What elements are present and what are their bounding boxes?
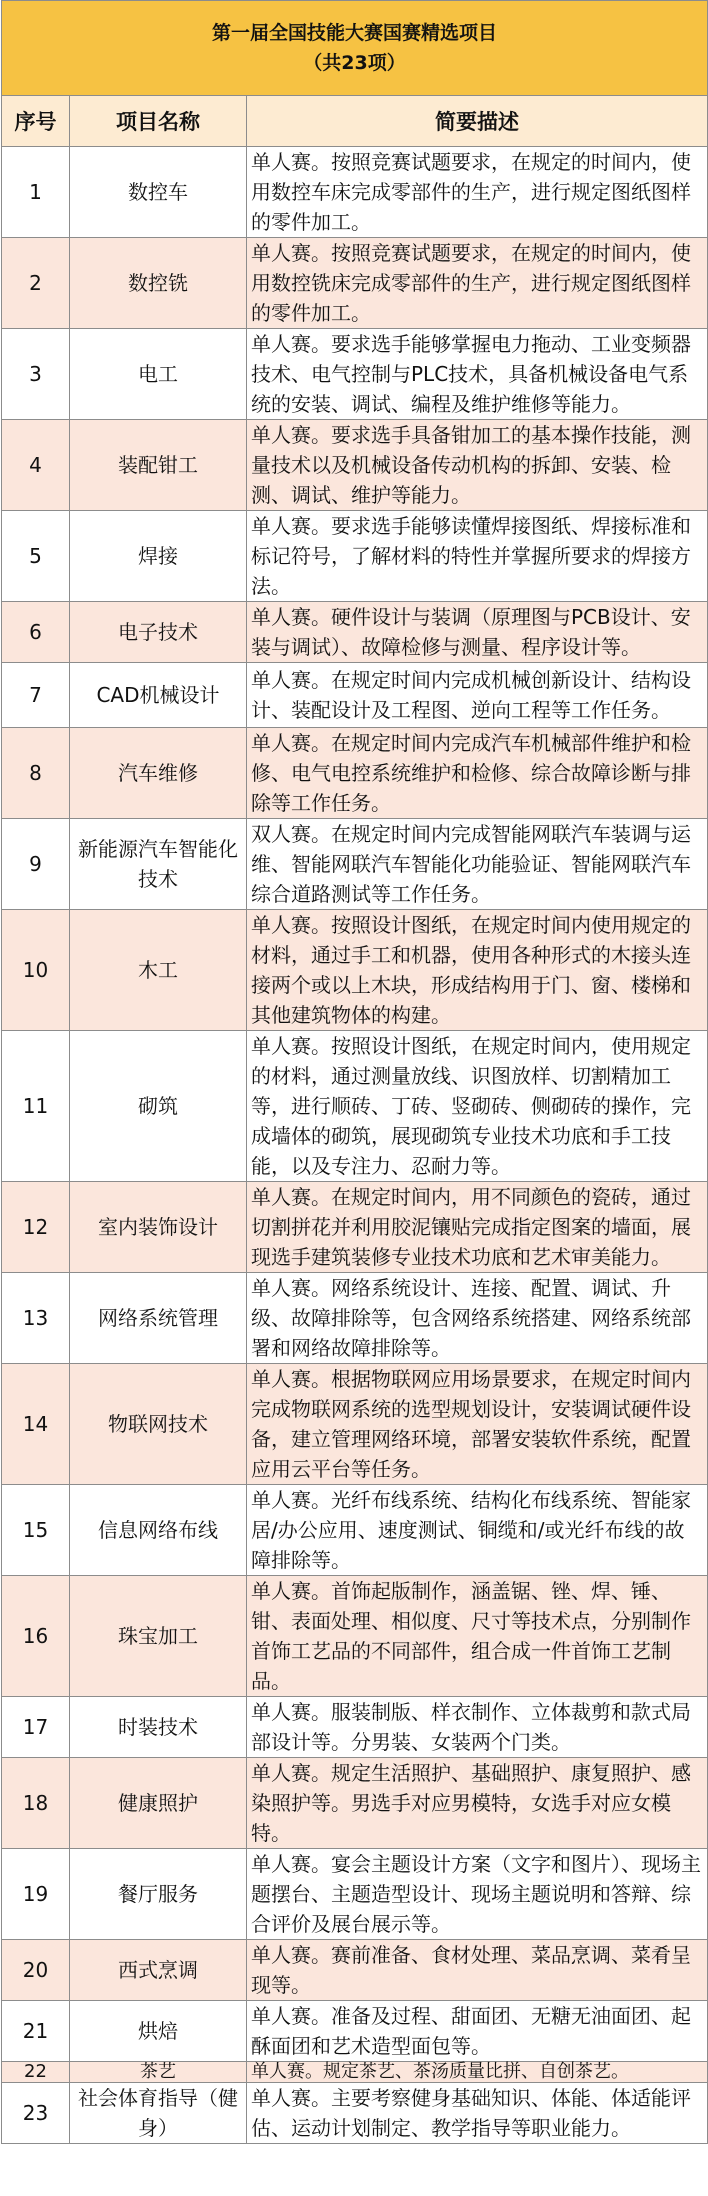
cell-no: 13 (2, 1273, 70, 1364)
project-table (1, 0, 708, 2144)
cell-name: 珠宝加工 (70, 1576, 247, 1697)
cell-name: CAD机械设计 (70, 663, 247, 728)
cell-name: 茶艺 (70, 2062, 247, 2083)
cell-name: 木工 (70, 910, 247, 1031)
cell-name: 物联网技术 (70, 1364, 247, 1485)
table-row (2, 329, 708, 420)
table-row (2, 1182, 708, 1273)
table-row (2, 1758, 708, 1849)
table-row (2, 1849, 708, 1940)
cell-name: 焊接 (70, 511, 247, 602)
cell-no: 1 (2, 147, 70, 238)
cell-no: 17 (2, 1697, 70, 1758)
table-row (2, 420, 708, 511)
cell-name: 电工 (70, 329, 247, 420)
cell-desc: 单人赛。网络系统设计、连接、配置、调试、升级、故障排除等，包含网络系统搭建、网络系统部署和网络故障排除等。 (247, 1273, 708, 1364)
cell-desc: 单人赛。要求选手能够掌握电力拖动、工业变频器技术、电气控制与PLC技术，具备机械设备电气系统的安装、调试、编程及维护维修等能力。 (247, 329, 708, 420)
cell-no: 21 (2, 2001, 70, 2062)
table-row (2, 1485, 708, 1576)
cell-desc: 单人赛。按照竞赛试题要求，在规定的时间内，使用数控铣床完成零部件的生产，进行规定图纸图样的零件加工。 (247, 238, 708, 329)
cell-name: 信息网络布线 (70, 1485, 247, 1576)
table-row (2, 602, 708, 663)
cell-no: 3 (2, 329, 70, 420)
header-desc: 简要描述 (247, 96, 708, 147)
table-row (2, 1273, 708, 1364)
cell-desc: 单人赛。规定生活照护、基础照护、康复照护、感染照护等。男选手对应男模特，女选手对应女模特。 (247, 1758, 708, 1849)
table-row (2, 910, 708, 1031)
table-row (2, 2083, 708, 2144)
cell-desc: 单人赛。按照竞赛试题要求，在规定的时间内，使用数控车床完成零部件的生产，进行规定图纸图样的零件加工。 (247, 147, 708, 238)
cell-no: 22 (2, 2062, 70, 2083)
table-row (2, 2001, 708, 2062)
table-row (2, 663, 708, 728)
cell-no: 11 (2, 1031, 70, 1182)
cell-desc: 单人赛。在规定时间内完成机械创新设计、结构设计、装配设计及工程图、逆向工程等工作任务。 (247, 663, 708, 728)
table-row (2, 511, 708, 602)
cell-name: 电子技术 (70, 602, 247, 663)
cell-desc: 双人赛。在规定时间内完成智能网联汽车装调与运维、智能网联汽车智能化功能验证、智能网联汽车综合道路测试等工作任务。 (247, 819, 708, 910)
header-row (2, 96, 708, 147)
cell-desc: 单人赛。赛前准备、食材处理、菜品烹调、菜肴呈现等。 (247, 1940, 708, 2001)
cell-no: 16 (2, 1576, 70, 1697)
cell-name: 网络系统管理 (70, 1273, 247, 1364)
cell-no: 12 (2, 1182, 70, 1273)
cell-desc: 单人赛。按照设计图纸，在规定时间内使用规定的材料，通过手工和机器，使用各种形式的木接头连接两个或以上木块，形成结构用于门、窗、楼梯和其他建筑物体的构建。 (247, 910, 708, 1031)
cell-desc: 单人赛。在规定时间内，用不同颜色的瓷砖，通过切割拼花并利用胶泥镶贴完成指定图案的墙面，展现选手建筑装修专业技术功底和艺术审美能力。 (247, 1182, 708, 1273)
cell-desc: 单人赛。要求选手具备钳加工的基本操作技能，测量技术以及机械设备传动机构的拆卸、安装、检测、调试、维护等能力。 (247, 420, 708, 511)
cell-no: 7 (2, 663, 70, 728)
cell-desc: 单人赛。宴会主题设计方案（文字和图片）、现场主题摆台、主题造型设计、现场主题说明和答辩、综合评价及展台展示等。 (247, 1849, 708, 1940)
cell-desc: 单人赛。首饰起版制作，涵盖锯、锉、焊、锤、钳、表面处理、相似度、尺寸等技术点，分别制作首饰工艺品的不同部件，组合成一件首饰工艺制品。 (247, 1576, 708, 1697)
cell-name: 数控铣 (70, 238, 247, 329)
table-row (2, 1697, 708, 1758)
cell-no: 10 (2, 910, 70, 1031)
cell-desc: 单人赛。准备及过程、甜面团、无糖无油面团、起酥面团和艺术造型面包等。 (247, 2001, 708, 2062)
cell-desc: 单人赛。规定茶艺、茶汤质量比拼、自创茶艺。 (247, 2062, 708, 2083)
cell-name: 数控车 (70, 147, 247, 238)
cell-name: 西式烹调 (70, 1940, 247, 2001)
cell-name: 时装技术 (70, 1697, 247, 1758)
title-line-2: （共23项） (303, 52, 406, 74)
table-row (2, 1940, 708, 2001)
cell-desc: 单人赛。按照设计图纸，在规定时间内，使用规定的材料，通过测量放线、识图放样、切割精加工等，进行顺砖、丁砖、竖砌砖、侧砌砖的操作，完成墙体的砌筑，展现砌筑专业技术功底和手工技能，以及专注力、忍耐力等。 (247, 1031, 708, 1182)
cell-name: 健康照护 (70, 1758, 247, 1849)
cell-no: 2 (2, 238, 70, 329)
cell-desc: 单人赛。根据物联网应用场景要求，在规定时间内完成物联网系统的选型规划设计，安装调试硬件设备，建立管理网络环境，部署安装软件系统，配置应用云平台等任务。 (247, 1364, 708, 1485)
table-title (2, 1, 708, 96)
cell-desc: 单人赛。要求选手能够读懂焊接图纸、焊接标准和标记符号，了解材料的特性并掌握所要求的焊接方法。 (247, 511, 708, 602)
cell-name: 社会体育指导（健身） (70, 2083, 247, 2144)
cell-no: 8 (2, 728, 70, 819)
cell-name: 室内装饰设计 (70, 1182, 247, 1273)
cell-no: 20 (2, 1940, 70, 2001)
table-row (2, 238, 708, 329)
cell-no: 19 (2, 1849, 70, 1940)
cell-name: 汽车维修 (70, 728, 247, 819)
table-row (2, 819, 708, 910)
table-row (2, 2062, 708, 2083)
cell-name: 烘焙 (70, 2001, 247, 2062)
title-line-1: 第一届全国技能大赛国赛精选项目 (212, 22, 498, 44)
cell-name: 装配钳工 (70, 420, 247, 511)
cell-name: 砌筑 (70, 1031, 247, 1182)
cell-name: 餐厅服务 (70, 1849, 247, 1940)
cell-no: 6 (2, 602, 70, 663)
table-row (2, 1364, 708, 1485)
cell-desc: 单人赛。在规定时间内完成汽车机械部件维护和检修、电气电控系统维护和检修、综合故障诊断与排除等工作任务。 (247, 728, 708, 819)
cell-no: 14 (2, 1364, 70, 1485)
header-name: 项目名称 (70, 96, 247, 147)
cell-desc: 单人赛。硬件设计与装调（原理图与PCB设计、安装与调试）、故障检修与测量、程序设计等。 (247, 602, 708, 663)
header-no: 序号 (2, 96, 70, 147)
cell-no: 18 (2, 1758, 70, 1849)
cell-no: 23 (2, 2083, 70, 2144)
cell-no: 9 (2, 819, 70, 910)
cell-name: 新能源汽车智能化技术 (70, 819, 247, 910)
cell-desc: 单人赛。服装制版、样衣制作、立体裁剪和款式局部设计等。分男装、女装两个门类。 (247, 1697, 708, 1758)
cell-no: 5 (2, 511, 70, 602)
table-row (2, 1576, 708, 1697)
table-row (2, 728, 708, 819)
table-row (2, 1031, 708, 1182)
table-row (2, 147, 708, 238)
cell-no: 4 (2, 420, 70, 511)
cell-desc: 单人赛。主要考察健身基础知识、体能、体适能评估、运动计划制定、教学指导等职业能力。 (247, 2083, 708, 2144)
cell-desc: 单人赛。光纤布线系统、结构化布线系统、智能家居/办公应用、速度测试、铜缆和/或光纤布线的故障排除等。 (247, 1485, 708, 1576)
cell-no: 15 (2, 1485, 70, 1576)
